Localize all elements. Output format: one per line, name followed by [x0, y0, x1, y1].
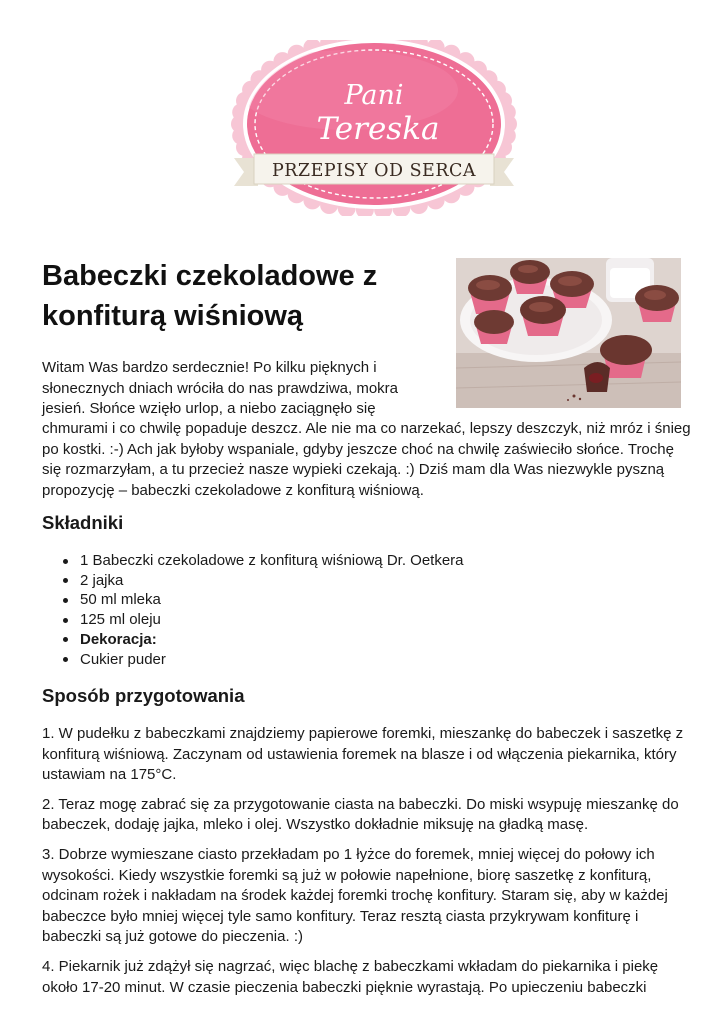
intro-paragraph-part2: chmurami i co chwilę popaduje deszcz. Ale nie ma co narzekać, lepszy deszczyk, niż mróz i śnieg po kostki. :-) Ach jak byłoby wspaniale, gdyby jeszcze choć na chwilę zaświeciło słońce. Trochę się rozmarzyłam, a tu przecież nasze wypieki czekają. :) Dziś mam dla Was niezwykle pyszną propozycję – babeczki czekoladowe z konfiturą wiśniową. [42, 420, 691, 499]
list-item: 50 ml mleka [80, 590, 464, 610]
logo-name-line2: Tereska [316, 111, 440, 147]
step-paragraph: 4. Piekarnik już zdążył się nagrzać, więc blachę z babeczkami wkładam do piekarnika i piekę około 17-20 minut. W czasie pieczenia babeczki pięknie wyrastają. Po upieczeniu babeczki [42, 957, 659, 996]
ingredients-heading: Składniki [42, 512, 124, 533]
chocolate-cupcakes-photo [456, 258, 681, 408]
step-paragraph: 1. W pudełku z babeczkami znajdziemy papierowe foremki, mieszankę do babeczek i saszetkę z konfiturą wiśniową. Zaczynam od ustawienia foremek na blasze i od włączenia piekarnika, który ustawiam na 175°C. [42, 725, 684, 784]
list-item: 2 jajka [80, 571, 464, 591]
logo-name-line1: Pani [344, 80, 404, 111]
intro-paragraph-part1: Witam Was bardzo serdecznie! Po kilku pięknych i słonecznych dniach wróciła do nas prawdziwa, mokra jesień. Słońce wzięło urlop, a niebo zaciągnęło się [42, 359, 399, 417]
list-item: 125 ml oleju [80, 610, 464, 630]
ingredients-list [42, 551, 464, 669]
list-item: 1 Babeczki czekoladowe z konfiturą wiśniową Dr. Oetkera [80, 552, 464, 569]
logo-tagline: PRZEPISY OD SERCA [271, 161, 477, 181]
step-paragraph: 2. Teraz mogę zabrać się za przygotowanie ciasta na babeczki. Do miski wsypuję mieszankę do babeczek, dodaję jajka, mleko i olej. Wszystko dokładnie miksuję na gładką masę. [42, 795, 679, 834]
list-item-subheading: Dekoracja: [80, 630, 464, 650]
pani-tereska-logo [228, 40, 520, 216]
list-item: Cukier puder [80, 650, 464, 670]
preparation-heading: Sposób przygotowania [42, 685, 245, 706]
preparation-steps [42, 724, 692, 1007]
article-title: Babeczki czekoladowe z konfiturą wiśniową [42, 260, 378, 332]
step-paragraph: 3. Dobrze wymieszane ciasto przekładam po 1 łyżce do foremek, mniej więcej do połowy ich wysokości. Kiedy wszystkie foremki są już w połowie napełnione, biorę saszetkę z konfiturą, odcinam rożek i nakładam na środek każdej foremki trochę konfitury. Staram się, aby w każdej babeczce było mniej więcej tyle samo konfitury. Teraz resztą ciasta przykrywam konfiturę i babeczki są już gotowe do pieczenia. :) [42, 845, 668, 946]
